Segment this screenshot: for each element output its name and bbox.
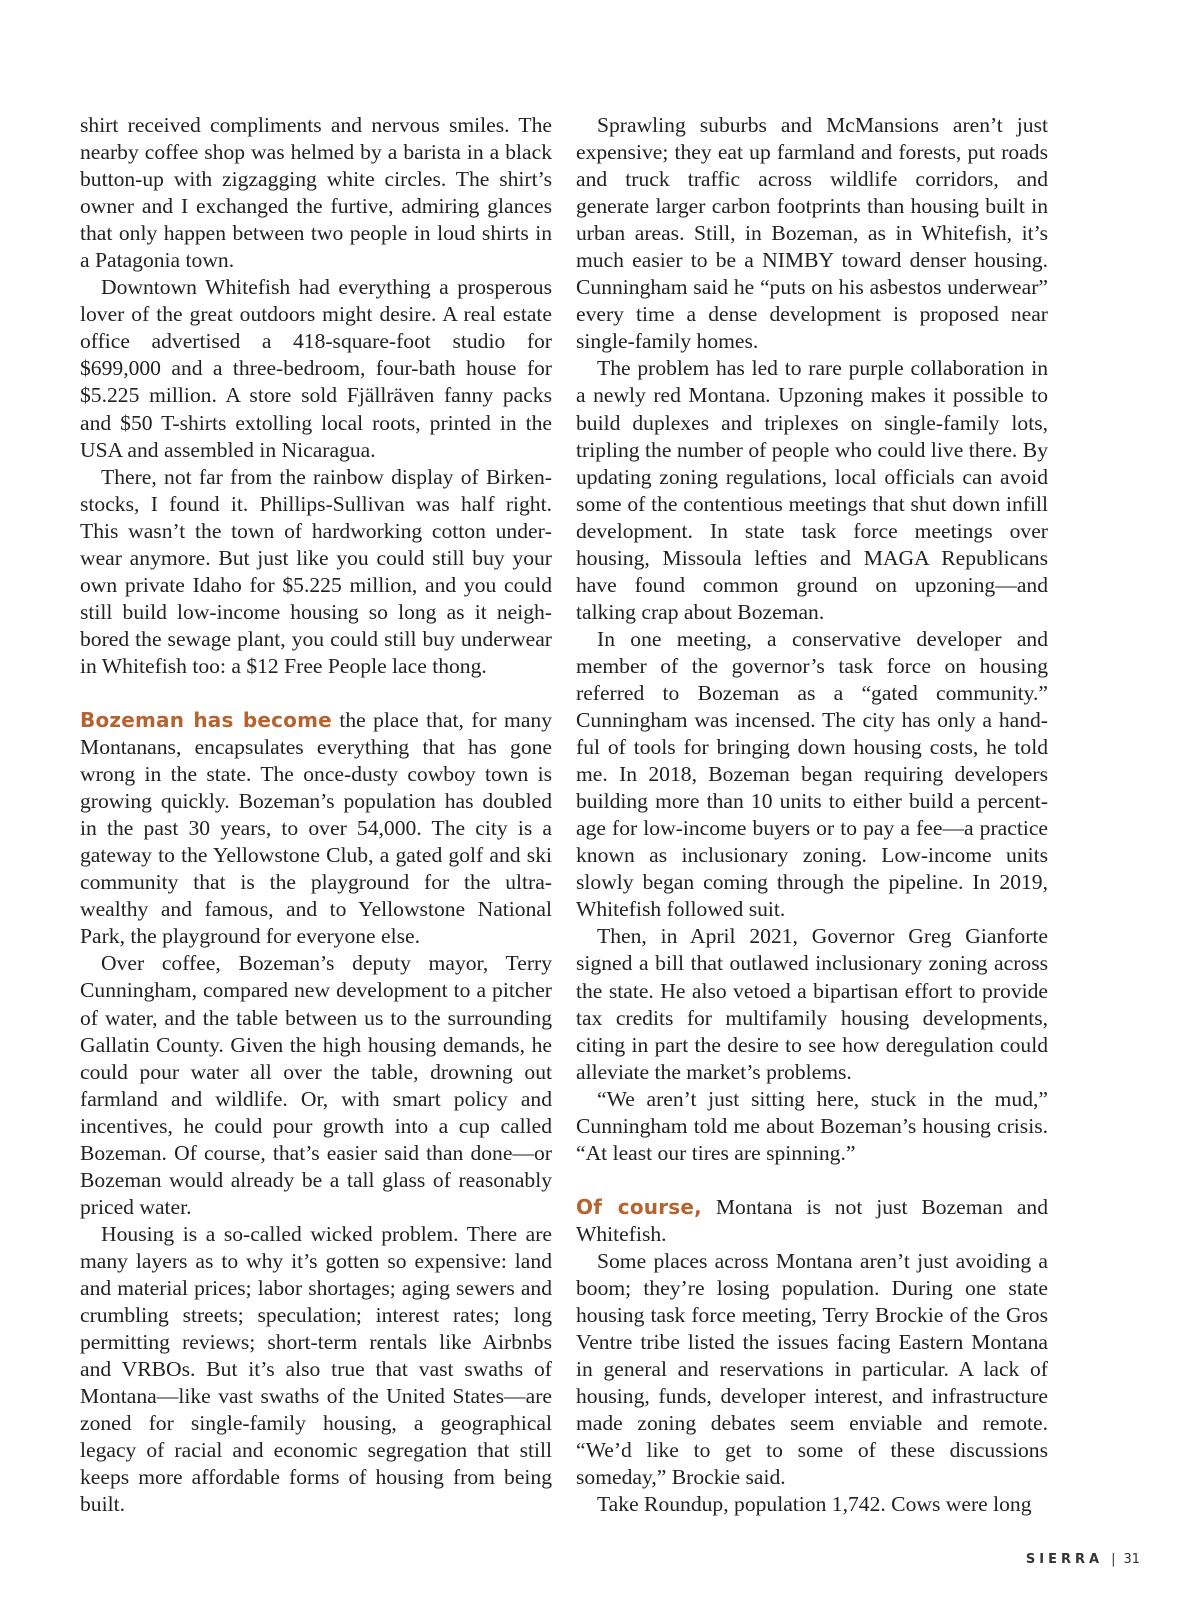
section-lead-in: Bozeman has become bbox=[80, 707, 332, 732]
paragraph-text: the place that, for many Montanans, encapsulates everything that has gone wrong in the state. The once-dusty cowboy town is growing quickly. Bozeman’s population has doubled in the past 30 years, to over 54,000. The city is a gateway to the Yellowstone Club, a gated golf and ski community that is the playground for the ultra-wealthy and famous, and to Yellowstone National Park, the playground for everyone else. bbox=[80, 707, 552, 949]
paragraph: Over coffee, Bozeman’s deputy mayor, Terry Cunningham, compared new development to a pitcher of water, and the table between us to the surrounding Gallatin County. Given the high housing demands, he could pour water all over the table, drowning out farmland and wildlife. Or, with smart policy and incentives, he could pour growth into a cup called Bozeman. Of course, that’s easier said than done—or Bozeman would already be a tall glass of reasonably priced water. bbox=[80, 951, 552, 1219]
page-footer bbox=[1026, 1552, 1140, 1567]
paragraph: Downtown Whitefish had everything a prosperous lover of the great outdoors might desire. A real estate office advertised a 418-square-foot studio for $699,000 and a three-bedroom, four-bath house for $5.225 million. A store sold Fjällräven fanny packs and $50 T-shirts extolling local roots, printed in the USA and assembled in Nicaragua. bbox=[80, 275, 552, 462]
left-column bbox=[80, 112, 552, 1518]
paragraph: shirt received compliments and nervous smiles. The nearby coffee shop was helmed by a barista in a black button-up with zigzagging white circles. The shirt’s owner and I exchanged the furtive, admiring glances that only happen between two people in loud shirts in a Patagonia town. bbox=[80, 113, 552, 273]
footer-separator: | bbox=[1111, 1552, 1116, 1567]
paragraph-text: Montana is not just Bozeman and Whitefish. bbox=[576, 1194, 1048, 1246]
section-lead-in: Of course, bbox=[576, 1194, 702, 1219]
right-column bbox=[576, 112, 1048, 1518]
paragraph: “We aren’t just sitting here, stuck in the mud,” Cunningham told me about Bozeman’s housing crisis. “At least our tires are spinning.” bbox=[576, 1086, 1048, 1165]
paragraph: Then, in April 2021, Governor Greg Gianforte signed a bill that outlawed inclusionary zoning across the state. He also vetoed a bipartisan effort to provide tax credits for multifamily housing developments, citing in part the desire to see how deregulation could alleviate the market’s problems. bbox=[576, 924, 1048, 1084]
paragraph: There, not far from the rainbow display of Birkenstocks, I found it. Phillips-Sullivan was half right. This wasn’t the town of hardworking cotton underwear anymore. But just like you could still buy your own private Idaho for $5.225 million, and you could still build low-income housing so long as it neighbored the sewage plant, you could still buy underwear in Whitefish too: a $12 Free People lace thong. bbox=[80, 464, 552, 678]
section-paragraph bbox=[576, 1194, 1048, 1248]
magazine-name: SIERRA bbox=[1025, 1552, 1104, 1567]
page-number: 31 bbox=[1123, 1552, 1140, 1567]
paragraph: Housing is a so-called wicked problem. There are many layers as to why it’s gotten so expensive: land and material prices; labor shortages; aging sewers and crumbling streets; speculation; interest rates; long permitting reviews; short-term rentals like Airbnbs and VRBOs. But it’s also true that vast swaths of Montana—like vast swaths of the United States—are zoned for single-family housing, a geographical legacy of racial and economic segregation that still keeps more affordable forms of housing from being built. bbox=[80, 1221, 552, 1517]
paragraph: In one meeting, a conservative developer and member of the governor’s task force on housing referred to Bozeman as a “gated community.” Cunningham was incensed. The city has only a handful of tools for bringing down housing costs, he told me. In 2018, Bozeman began requiring developers building more than 10 units to either build a percentage for low-income buyers or to pay a fee—a practice known as inclusionary zoning. Low-income units slowly began coming through the pipeline. In 2019, Whitefish followed suit. bbox=[576, 626, 1048, 922]
section-paragraph bbox=[80, 707, 552, 950]
paragraph: The problem has led to rare purple collaboration in a newly red Montana. Upzoning makes it possible to build duplexes and triplexes on single-family lots, tripling the number of people who could live there. By updating zoning regulations, local officials can avoid some of the contentious meetings that shut down infill development. In state task force meetings over housing, Missoula lefties and MAGA Republicans have found common ground on upzoning—and talking crap about Bozeman. bbox=[576, 356, 1048, 624]
paragraph: Some places across Montana aren’t just avoiding a boom; they’re losing population. During one state housing task force meeting, Terry Brockie of the Gros Ventre tribe listed the issues facing Eastern Montana in general and reservations in particular. A lack of housing, funds, developer interest, and infrastructure made zoning debates seem enviable and remote. “We’d like to get to some of these discussions someday,” Brockie said. bbox=[576, 1248, 1048, 1490]
paragraph: Sprawling suburbs and McMansions aren’t just expensive; they eat up farmland and forests, put roads and truck traffic across wildlife corridors, and generate larger carbon footprints than housing built in urban areas. Still, in Bozeman, as in Whitefish, it’s much easier to be a NIMBY toward denser housing. Cunningham said he “puts on his asbestos underwear” every time a dense development is proposed near single-family homes. bbox=[576, 113, 1048, 354]
paragraph: Take Roundup, population 1,742. Cows were long bbox=[597, 1492, 1032, 1517]
